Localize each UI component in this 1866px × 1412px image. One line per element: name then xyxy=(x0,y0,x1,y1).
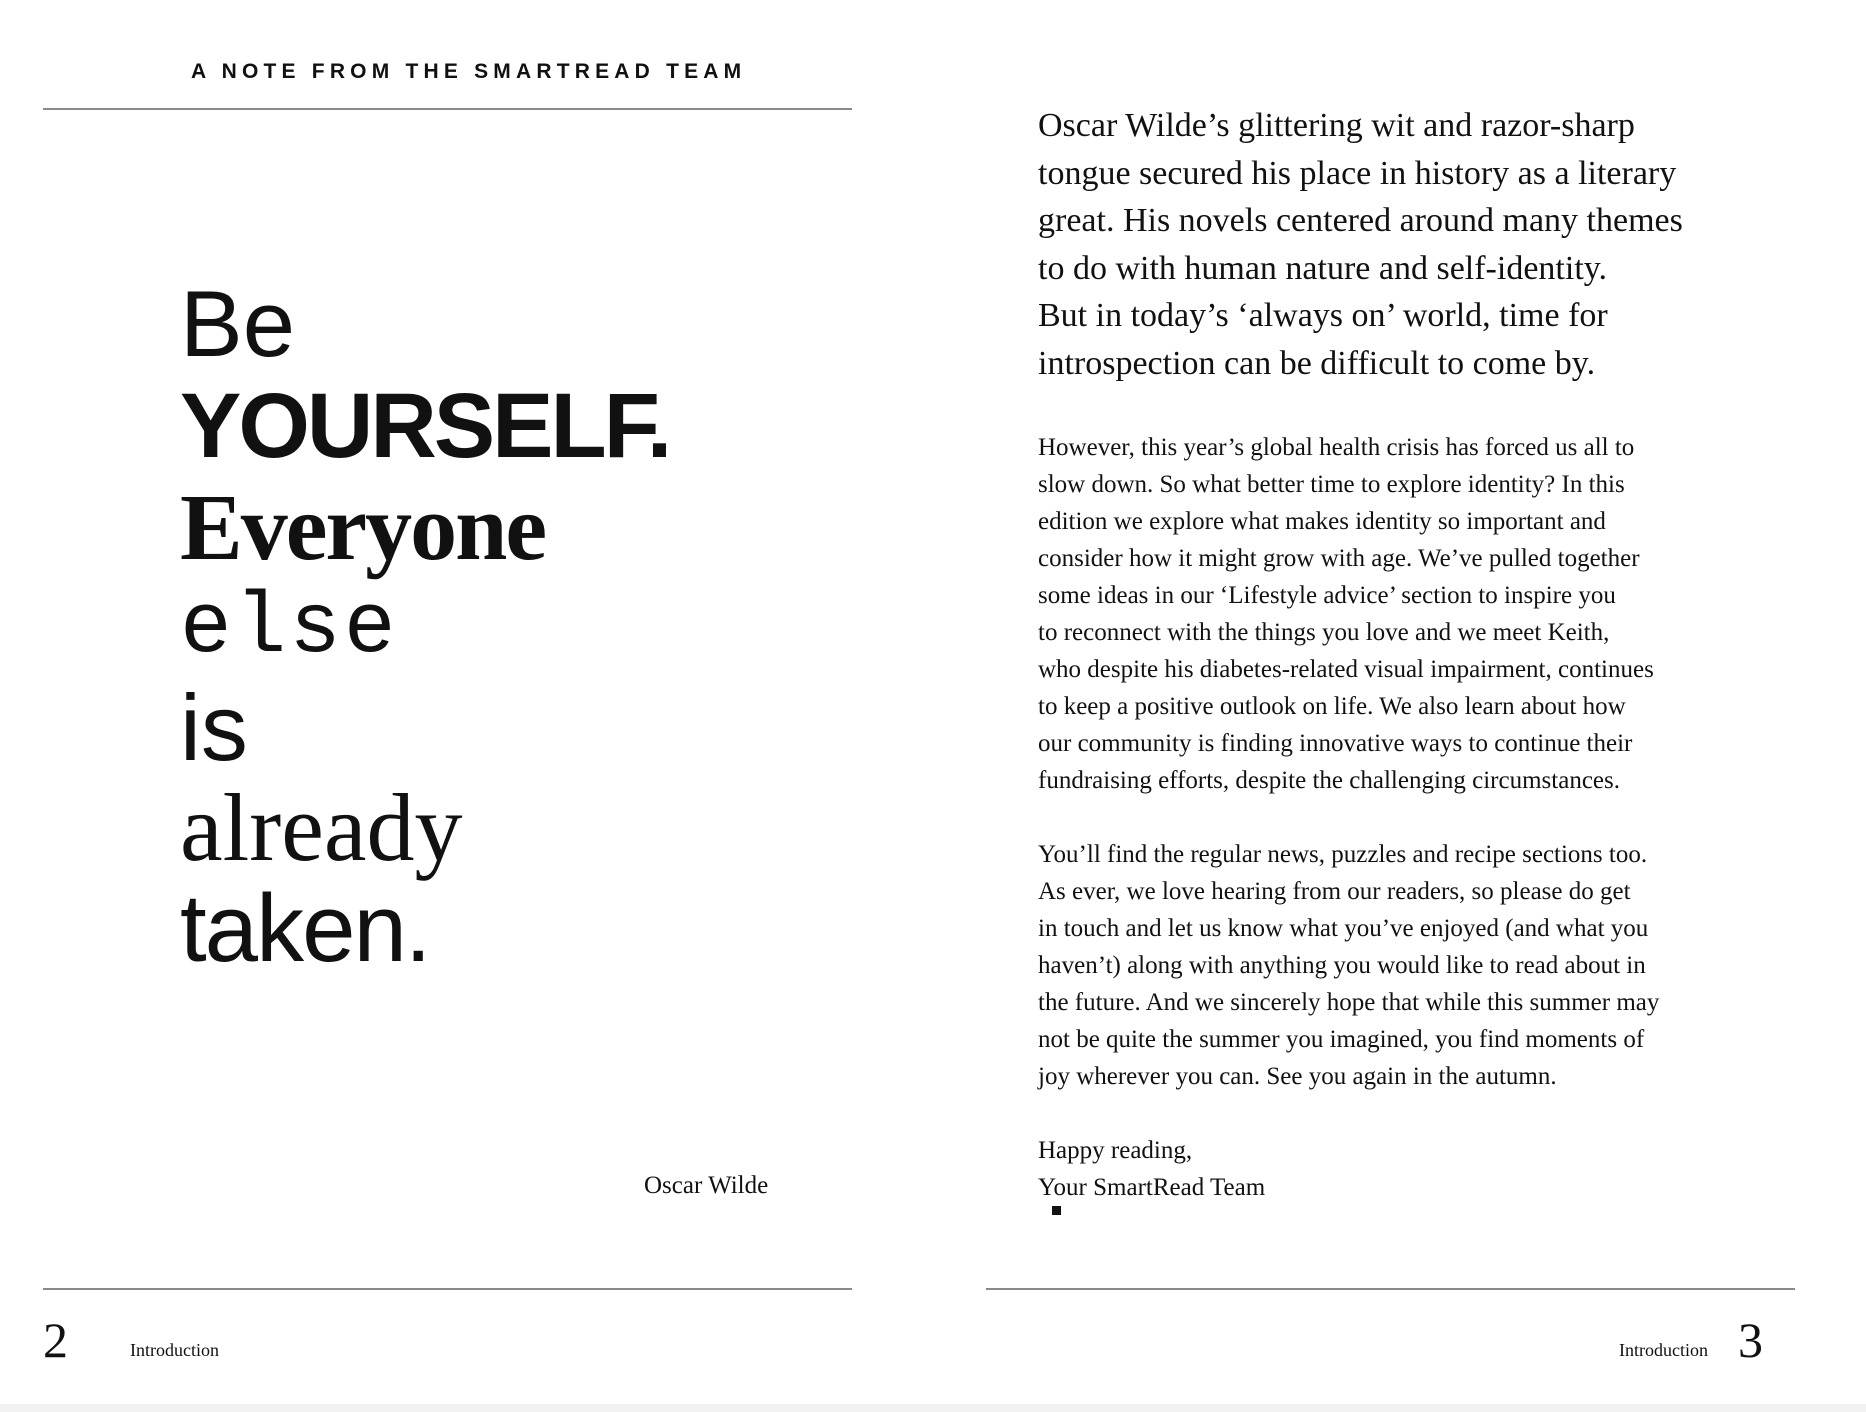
body-line: You’ll find the regular news, puzzles and recipe sections too. xyxy=(1038,841,1648,868)
body-line: slow down. So what better time to explore identity? In this xyxy=(1038,471,1625,498)
quote-line: already xyxy=(180,774,463,881)
signoff-line: Happy reading, xyxy=(1038,1137,1193,1164)
body-line: to reconnect with the things you love and we meet Keith, xyxy=(1038,619,1610,646)
body-line: not be quite the summer you imagined, you find moments of xyxy=(1038,1026,1645,1053)
quote-line: is xyxy=(180,675,248,780)
quote-line: Be xyxy=(180,271,295,376)
footer-rule-left xyxy=(43,1288,852,1290)
body-line: As ever, we love hearing from our readers, so please do get xyxy=(1038,878,1631,905)
page-number-right: 3 xyxy=(1738,1312,1763,1368)
header-rule-left xyxy=(43,108,852,110)
body-line: consider how it might grow with age. We’ve pulled together xyxy=(1038,545,1640,572)
pull-quote xyxy=(180,271,670,982)
body-line: However, this year’s global health crisis has forced us all to xyxy=(1038,434,1635,461)
body-line: joy wherever you can. See you again in the autumn. xyxy=(1038,1063,1557,1090)
section-header: A NOTE FROM THE SMARTREAD TEAM xyxy=(191,60,747,83)
body-line: in touch and let us know what you’ve enjoyed (and what you xyxy=(1038,915,1649,942)
lead-paragraph xyxy=(1038,102,1778,387)
body-line: to keep a positive outlook on life. We also learn about how xyxy=(1038,693,1626,720)
body-line: haven’t) along with anything you would like to read about in xyxy=(1038,952,1646,979)
quote-line: else xyxy=(180,579,399,677)
footer-rule-right xyxy=(986,1288,1795,1290)
running-footer-left: Introduction xyxy=(130,1340,219,1360)
lead-line: great. His novels centered around many themes xyxy=(1038,202,1683,239)
lead-line: to do with human nature and self-identity. xyxy=(1038,249,1608,287)
article-body xyxy=(1038,102,1778,1215)
body-line: who despite his diabetes-related visual impairment, continues xyxy=(1038,656,1654,683)
lead-line: Oscar Wilde’s glittering wit and razor-sharp xyxy=(1038,107,1635,144)
body-line: some ideas in our ‘Lifestyle advice’ section to inspire you xyxy=(1038,582,1616,609)
page-number-left: 2 xyxy=(43,1312,68,1368)
signoff-signature: Your SmartRead Team xyxy=(1038,1174,1266,1201)
lead-line: tongue secured his place in history as a literary xyxy=(1038,154,1677,192)
body-paragraph-2 xyxy=(1038,836,1778,1095)
quote-line: YOURSELF. xyxy=(180,375,670,477)
body-line: edition we explore what makes identity so important and xyxy=(1038,508,1606,535)
lead-line: introspection can be difficult to come by. xyxy=(1038,344,1596,382)
quote-attribution: Oscar Wilde xyxy=(644,1172,769,1199)
quote-line: Everyone xyxy=(180,476,546,580)
signoff xyxy=(1038,1132,1778,1215)
body-paragraph-1 xyxy=(1038,429,1778,799)
signoff-line xyxy=(1038,1169,1778,1215)
running-footer-right: Introduction xyxy=(1619,1340,1708,1360)
body-line: the future. And we sincerely hope that while this summer may xyxy=(1038,989,1660,1016)
lead-line: But in today’s ‘always on’ world, time for xyxy=(1038,297,1608,334)
body-line: our community is finding innovative ways to continue their xyxy=(1038,730,1633,757)
body-line: fundraising efforts, despite the challenging circumstances. xyxy=(1038,767,1620,794)
end-mark-icon xyxy=(1052,1206,1061,1215)
quote-line: taken. xyxy=(180,875,430,982)
